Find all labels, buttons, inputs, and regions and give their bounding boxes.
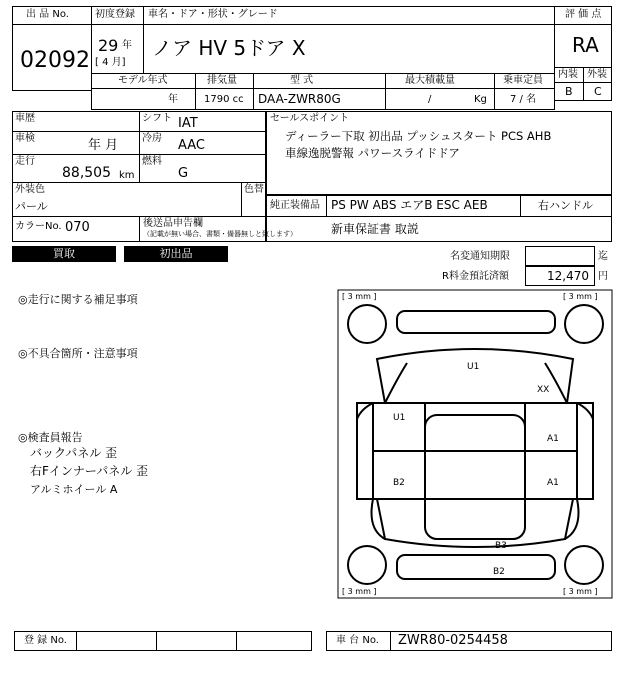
chassis-label: 車 台 No. (336, 635, 379, 646)
recycle-label: R料金預託済額 (442, 271, 509, 282)
sales-points-label: セールスポイント (270, 113, 350, 124)
damage-mark-left-front: U1 (393, 413, 406, 423)
chassis-number: ZWR80-0254458 (398, 633, 508, 648)
displacement-label: 排気量 (207, 75, 237, 86)
shift-label: シフト (142, 113, 172, 124)
name-change-unit: 迄 (598, 251, 608, 262)
capacity-value: 7 / 名 (510, 94, 537, 105)
tire-depth-front-left: [ 3 mm ] (342, 292, 377, 301)
inspector-report-3: アルミホイール A (30, 483, 118, 496)
retrofit-label: 後送品申告欄 (143, 218, 203, 229)
inspection-label: 車検 (15, 133, 35, 144)
name-change-box (525, 246, 595, 266)
exterior-color-value: パール (15, 200, 48, 213)
first-listing-badge: 初出品 (124, 246, 228, 262)
damage-mark-rear-bumper: B2 (493, 567, 505, 577)
damage-mark-left-rear: B2 (393, 478, 405, 488)
shift-value: IAT (178, 116, 198, 131)
fuel-label: 燃料 (142, 156, 162, 167)
recycle-unit: 円 (598, 271, 608, 282)
ac-label: 冷房 (142, 133, 162, 144)
model-year-unit: 年 (168, 94, 178, 105)
equipment-items: PS PW ABS エアB ESC AEB (331, 198, 488, 212)
model-type-label: 型 式 (290, 75, 314, 86)
documents-value: 新車保証書 取説 (331, 222, 419, 236)
equipment-label: 純正装備品 (270, 200, 320, 211)
damage-mark-right-front: A1 (547, 434, 559, 444)
mileage-label: 走行 (15, 156, 35, 167)
inspector-label: ◎検査員報告 (18, 431, 83, 444)
max-load-label: 最大積載量 (405, 75, 455, 86)
recycle-value: 12,470 (547, 269, 589, 283)
grade-value: RA (572, 33, 599, 57)
repaint-label: 色替 (244, 184, 264, 195)
damage-mark-back: B3 (495, 541, 507, 551)
ac-value: AAC (178, 138, 205, 153)
model-type-value: DAA-ZWR80G (258, 92, 341, 106)
exterior-grade: C (594, 85, 602, 98)
color-no-label: カラーNo. (15, 221, 62, 232)
year-unit: 年 (122, 40, 132, 51)
interior-label: 内装 (558, 69, 578, 80)
tire-depth-front-right: [ 3 mm ] (563, 292, 598, 301)
mileage-unit: km (119, 170, 135, 181)
driving-remarks-label: ◎走行に関する補足事項 (18, 293, 138, 306)
mileage-value: 88,505 (62, 165, 111, 181)
first-reg-label: 初度登録 (95, 9, 135, 20)
reg-month: [ 4 月] (95, 57, 126, 68)
model-year-label: モデル年式 (118, 75, 168, 86)
exterior-color-label: 外装色 (15, 184, 45, 195)
reg-year: 29 (98, 36, 119, 55)
inspector-report-1: バックパネル 歪 (30, 446, 118, 460)
sales-points-line2: 車線逸脱警報 パワースライドドア (285, 146, 460, 160)
reg-no-label: 登 録 No. (24, 635, 67, 646)
inspection-value: 年 月 (88, 138, 119, 153)
color-no-value: 070 (65, 220, 90, 235)
tire-depth-rear-left: [ 3 mm ] (342, 587, 377, 596)
defects-label: ◎不具合箇所・注意事項 (18, 347, 138, 360)
fuel-value: G (178, 166, 189, 181)
lot-number: 02092 (20, 48, 90, 73)
sales-points-line1: ディーラー下取 初出品 プッシュスタート PCS AHB (285, 129, 552, 143)
max-load-unit: Kg (474, 94, 487, 105)
interior-grade: B (565, 85, 573, 98)
displacement-value: 1790 cc (204, 94, 244, 105)
inspector-report-2: 右Fインナーパネル 歪 (30, 464, 149, 478)
model-header: 車名・ドア・形状・グレード (148, 9, 278, 20)
retrofit-note: （記載が無い場合、書類・備器無しと致します） (143, 230, 297, 238)
max-load-value: / (428, 94, 432, 105)
buy-badge: 買取 (12, 246, 116, 262)
history-label: 車歴 (15, 113, 35, 124)
model-name: ノア HV 5ドア X (152, 36, 306, 60)
name-change-label: 名変通知期限 (450, 251, 510, 262)
damage-mark-hood: U1 (467, 362, 480, 372)
steering-value: 右ハンドル (538, 199, 593, 212)
lot-label: 出 品 No. (26, 9, 69, 20)
damage-mark-xx: XX (537, 385, 550, 395)
tire-depth-rear-right: [ 3 mm ] (563, 587, 598, 596)
capacity-label: 乗車定員 (503, 75, 543, 86)
car-damage-diagram (337, 289, 613, 599)
grade-label: 評 価 点 (565, 9, 602, 20)
damage-mark-right-rear: A1 (547, 478, 559, 488)
exterior-label: 外装 (587, 69, 607, 80)
